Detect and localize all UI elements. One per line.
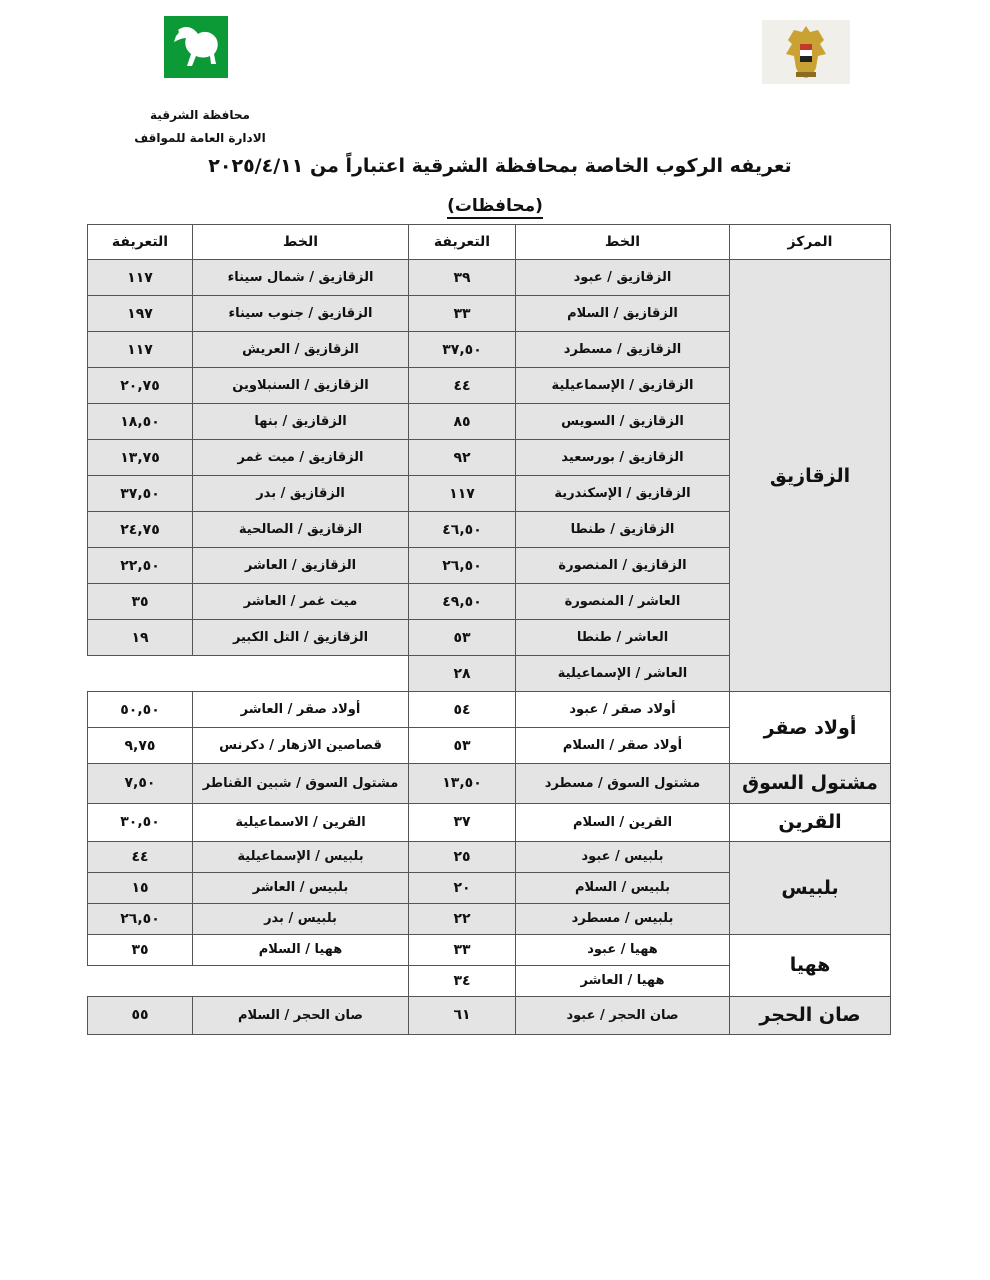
eagle-emblem-icon [762,20,850,84]
header-fare-1: التعريفة [409,225,516,260]
table-row [88,934,891,965]
line-cell: الزقازيق / الإسماعيلية [516,368,730,404]
line-cell: مشتول السوق / شبين القناطر [193,764,409,803]
table-row [88,803,891,841]
line-cell: القرين / السلام [516,803,730,841]
line-cell: الزقازيق / العاشر [193,548,409,584]
line-cell: بلبيس / مسطرد [516,903,730,934]
organization-name [120,104,280,150]
header-fare-2: التعريفة [88,225,193,260]
fare-cell: ٧,٥٠ [88,764,193,803]
fare-cell: ١٨,٥٠ [88,404,193,440]
fare-cell: ٣٥ [88,934,193,965]
table-row [88,692,891,728]
fare-cell: ٢٢,٥٠ [88,548,193,584]
egypt-eagle-emblem [762,20,850,84]
fare-cell: ٢٨ [409,656,516,692]
fare-cell: ٥٥ [88,996,193,1034]
line-cell: صان الحجر / السلام [193,996,409,1034]
line-cell: العاشر / المنصورة [516,584,730,620]
line-cell: الزقازيق / السويس [516,404,730,440]
header-center: المركز [730,225,891,260]
governorate-horse-logo [164,16,228,78]
center-name: ههيا [730,934,891,996]
header-line-1: الخط [516,225,730,260]
line-cell: الزقازيق / شمال سيناء [193,260,409,296]
fare-cell: ٣٧ [409,803,516,841]
fare-cell: ٤٩,٥٠ [409,584,516,620]
fare-cell: ٢٢ [409,903,516,934]
fare-cell: ٩٢ [409,440,516,476]
line-cell: أولاد صقر / عبود [516,692,730,728]
line-cell: الزقازيق / بدر [193,476,409,512]
fare-cell: ١١٧ [409,476,516,512]
line-cell: الزقازيق / مسطرد [516,332,730,368]
line-cell: الزقازيق / السنبلاوين [193,368,409,404]
fare-cell: ٤٤ [88,841,193,872]
center-name: أولاد صقر [730,692,891,764]
line-cell: بلبيس / السلام [516,872,730,903]
subtitle-text: (محافظات) [447,196,543,219]
line-cell: الزقازيق / بورسعيد [516,440,730,476]
line-cell: الزقازيق / عبود [516,260,730,296]
fare-cell: ٥٣ [409,728,516,764]
line-cell: بلبيس / العاشر [193,872,409,903]
empty-cell [88,965,409,996]
fare-cell: ٣٩ [409,260,516,296]
fare-cell: ٢٠,٧٥ [88,368,193,404]
page-title: تعريفه الركوب الخاصة بمحافظة الشرقية اعتباراً من ٢٠٢٥/٤/١١ [208,155,792,177]
table-header-row [88,225,891,260]
org-line-1: محافظة الشرقية [150,108,250,122]
line-cell: أولاد صقر / السلام [516,728,730,764]
horse-logo-icon [164,16,228,78]
line-cell: الزقازيق / الإسكندرية [516,476,730,512]
fare-cell: ١٩ [88,620,193,656]
fare-cell: ١٩٧ [88,296,193,332]
line-cell: القرين / الاسماعيلية [193,803,409,841]
fare-cell: ٥٤ [409,692,516,728]
fare-cell: ١٣,٥٠ [409,764,516,803]
fare-cell: ٣٧,٥٠ [88,476,193,512]
fare-cell: ٣٧,٥٠ [409,332,516,368]
center-name: بلبيس [730,841,891,934]
center-name: الزقازيق [730,260,891,692]
table-row [88,996,891,1034]
fare-cell: ٣٣ [409,296,516,332]
fare-cell: ٤٦,٥٠ [409,512,516,548]
table-row [88,764,891,803]
fare-cell: ٢٥ [409,841,516,872]
line-cell: الزقازيق / العريش [193,332,409,368]
line-cell: ميت غمر / العاشر [193,584,409,620]
line-cell: الزقازيق / الصالحية [193,512,409,548]
fare-cell: ٢٤,٧٥ [88,512,193,548]
tariff-table [87,224,891,1035]
line-cell: صان الحجر / عبود [516,996,730,1034]
fare-cell: ٢٦,٥٠ [88,903,193,934]
empty-cell [88,656,409,692]
org-line-2: الادارة العامة للمواقف [134,131,266,145]
line-cell: بلبيس / بدر [193,903,409,934]
header-line-2: الخط [193,225,409,260]
center-name: القرين [730,803,891,841]
fare-cell: ٣٥ [88,584,193,620]
line-cell: العاشر / طنطا [516,620,730,656]
fare-cell: ٢٦,٥٠ [409,548,516,584]
line-cell: العاشر / الإسماعيلية [516,656,730,692]
fare-cell: ١١٧ [88,260,193,296]
table-row [88,260,891,296]
line-cell: أولاد صقر / العاشر [193,692,409,728]
fare-cell: ٨٥ [409,404,516,440]
fare-cell: ٦١ [409,996,516,1034]
line-cell: الزقازيق / طنطا [516,512,730,548]
fare-cell: ٤٤ [409,368,516,404]
line-cell: الزقازيق / المنصورة [516,548,730,584]
line-cell: بلبيس / الإسماعيلية [193,841,409,872]
line-cell: ههيا / عبود [516,934,730,965]
line-cell: الزقازيق / ميت غمر [193,440,409,476]
table-row [88,841,891,872]
line-cell: قصاصين الازهار / دكرنس [193,728,409,764]
fare-cell: ٣٤ [409,965,516,996]
tariff-table-body [88,225,891,1035]
fare-cell: ٣٠,٥٠ [88,803,193,841]
line-cell: ههيا / العاشر [516,965,730,996]
line-cell: ههيا / السلام [193,934,409,965]
line-cell: الزقازيق / التل الكبير [193,620,409,656]
line-cell: الزقازيق / جنوب سيناء [193,296,409,332]
fare-cell: ١٥ [88,872,193,903]
center-name: صان الحجر [730,996,891,1034]
fare-cell: ٥٠,٥٠ [88,692,193,728]
fare-cell: ٩,٧٥ [88,728,193,764]
line-cell: الزقازيق / السلام [516,296,730,332]
fare-cell: ٥٣ [409,620,516,656]
fare-cell: ١١٧ [88,332,193,368]
line-cell: الزقازيق / بنها [193,404,409,440]
page-subtitle [400,196,590,216]
fare-cell: ٢٠ [409,872,516,903]
fare-cell: ١٣,٧٥ [88,440,193,476]
line-cell: مشتول السوق / مسطرد [516,764,730,803]
center-name: مشتول السوق [730,764,891,803]
line-cell: بلبيس / عبود [516,841,730,872]
fare-cell: ٣٣ [409,934,516,965]
